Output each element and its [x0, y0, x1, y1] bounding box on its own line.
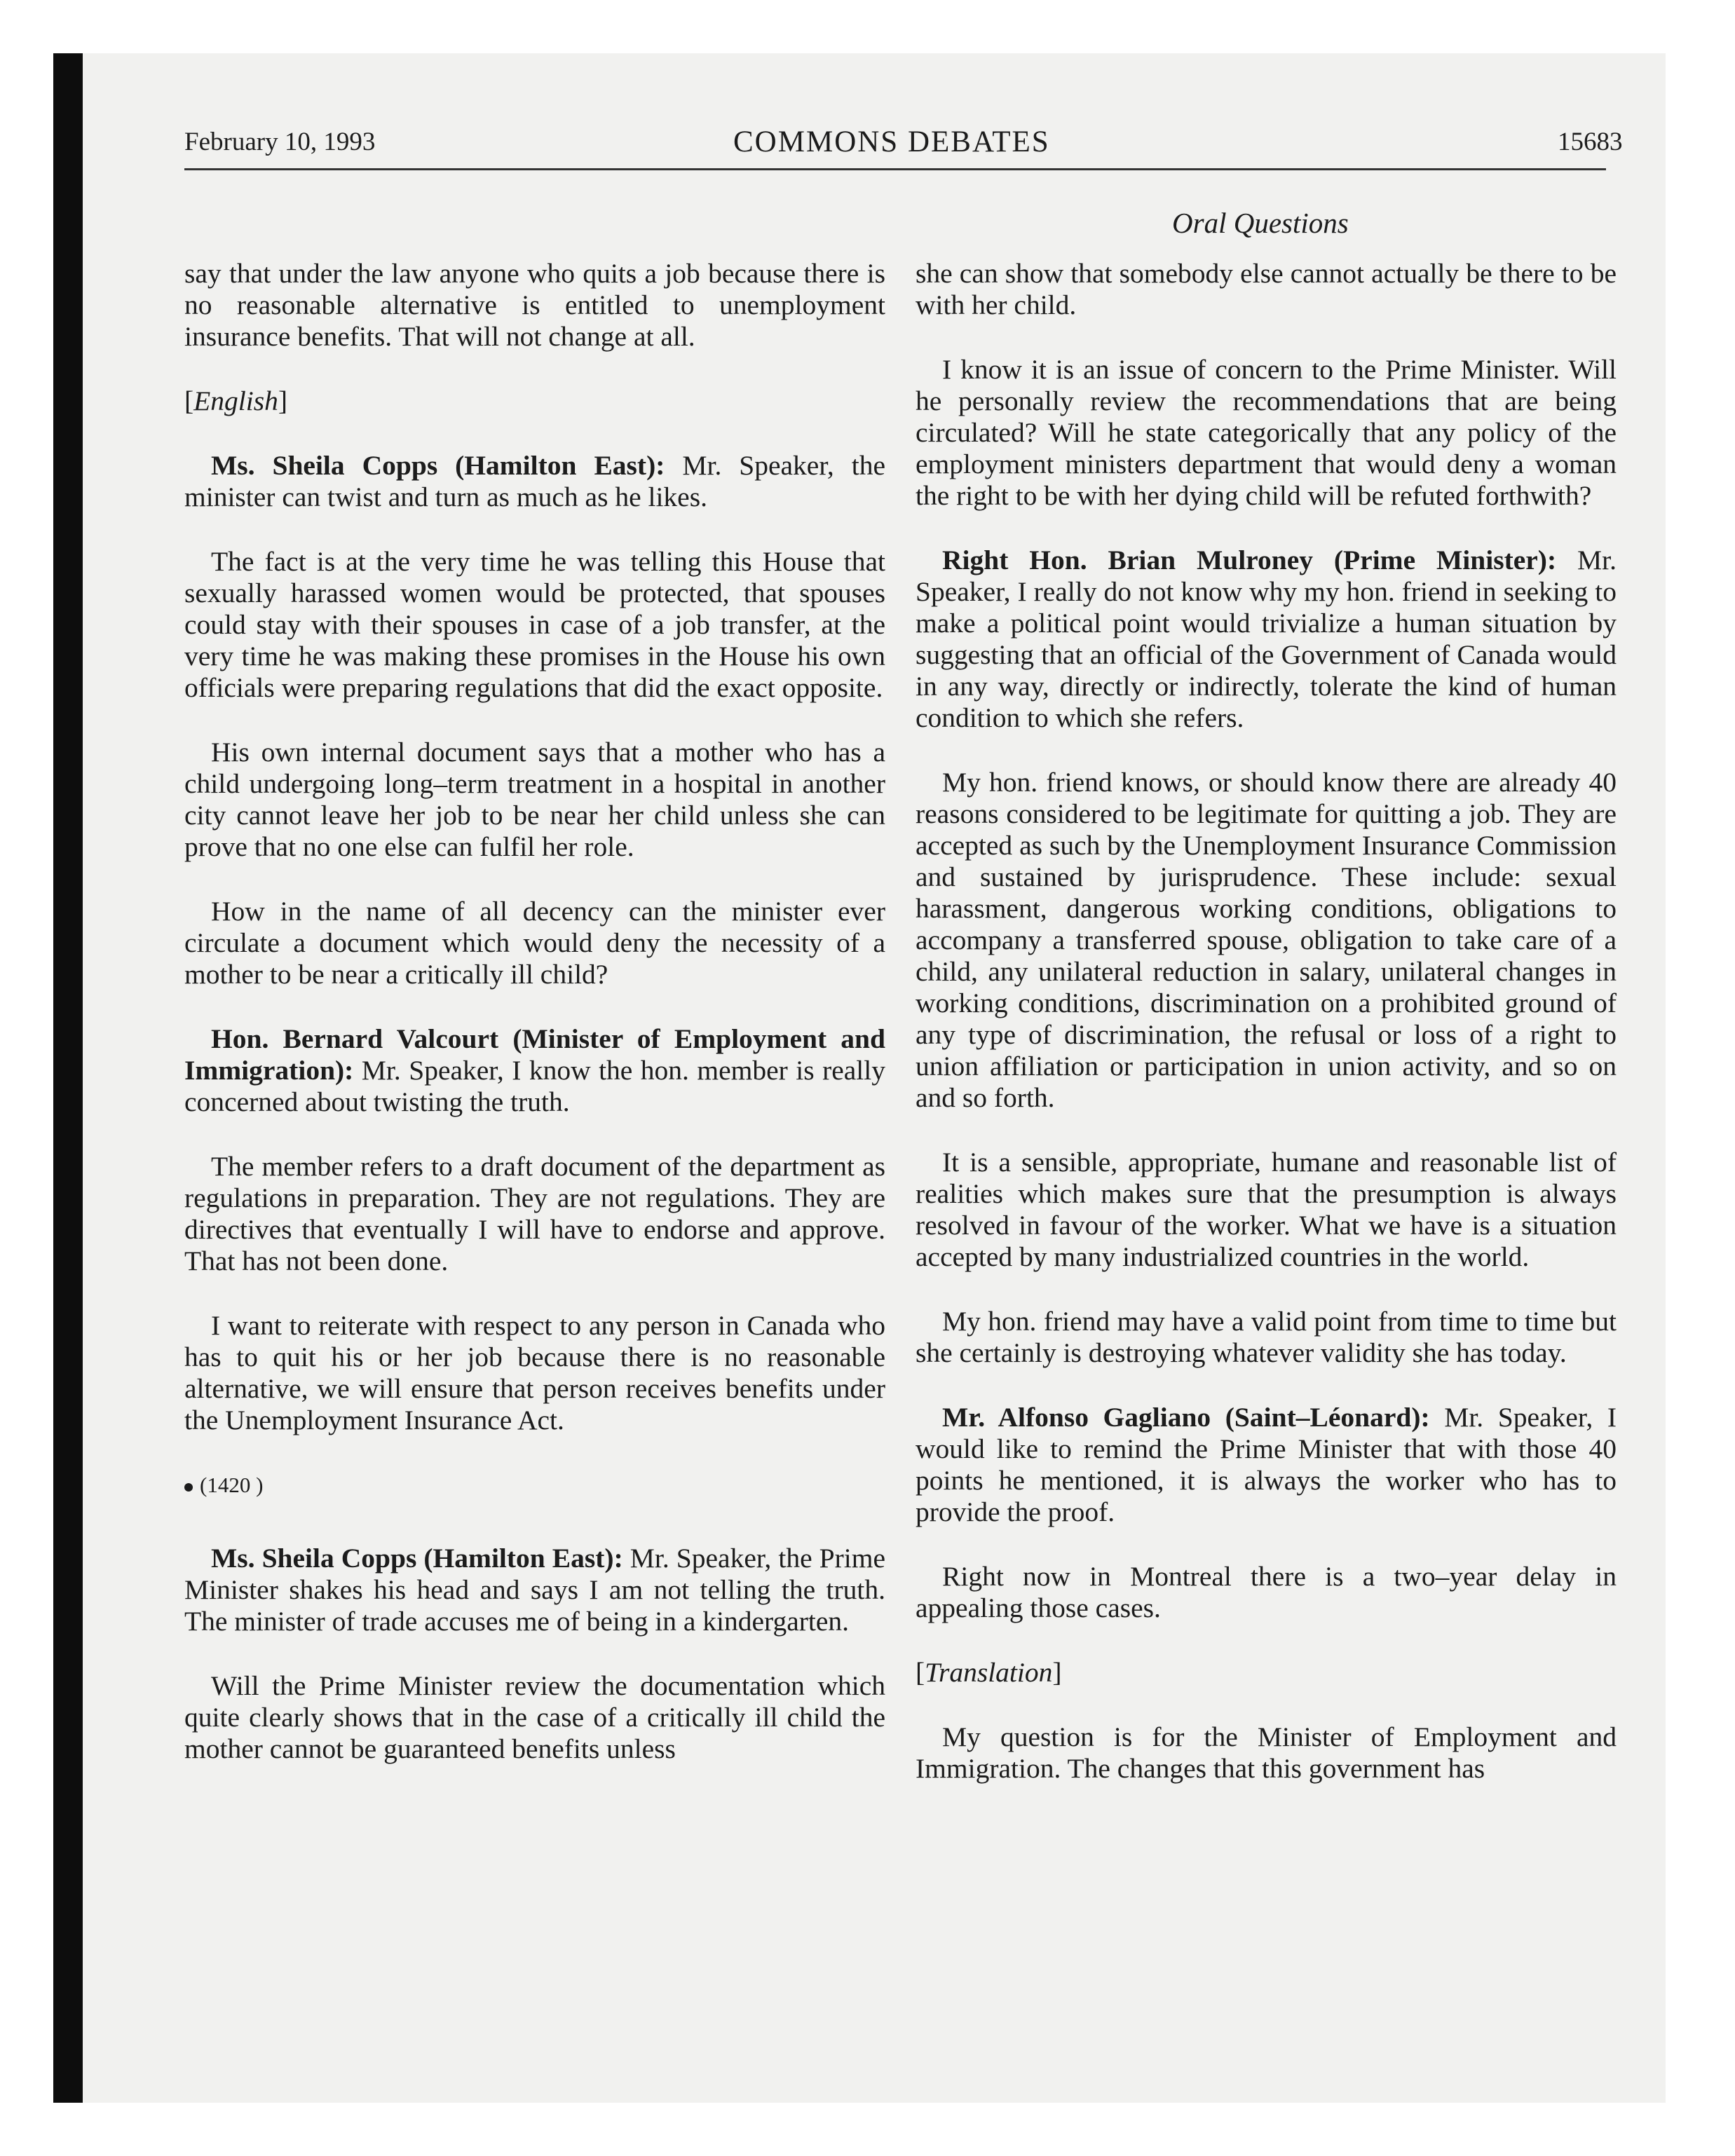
- language-note: [Translation]: [916, 1657, 1062, 1688]
- time-marker: [184, 1469, 885, 1501]
- language-label: English: [193, 386, 278, 416]
- speaker-name: Hon. Bernard Valcourt (Minister of Employment and Immigration):: [184, 1023, 885, 1086]
- speaker-name: Ms. Sheila Copps (Hamilton East):: [211, 450, 665, 481]
- header-date: February 10, 1993: [184, 128, 376, 156]
- paragraph: How in the name of all decency can the minister ever circulate a document which would deny the necessity of a mother to be near a critically ill child?: [184, 896, 885, 990]
- right-column: [916, 258, 1617, 1817]
- language-note: [English]: [184, 386, 288, 416]
- speaker-name: Right Hon. Brian Mulroney (Prime Minister):: [942, 545, 1557, 575]
- scan-border: [53, 53, 83, 2103]
- paragraph: say that under the law anyone who quits a job because there is no reasonable alternative is entitled to unemployment insurance benefits. That will not change at all.: [184, 258, 885, 352]
- speech-text: Mr. Speaker, the minister can twist and turn as much as he likes.: [184, 450, 885, 512]
- speech: [916, 545, 1617, 734]
- speech-text: Mr. Speaker, the Prime Minister shakes his head and says I am not telling the truth. The minister of trade accuses me of being in a kindergarten.: [184, 1543, 885, 1637]
- paragraph: The fact is at the very time he was telling this House that sexually harassed women would be protected, that spouses could stay with their spouses in case of a job transfer, at the very time he was making these promises in the House his own officials were preparing regulations that did the exact opposite.: [184, 546, 885, 703]
- speech: [184, 1543, 885, 1637]
- paragraph: Will the Prime Minister review the documentation which quite clearly shows that in the case of a critically ill child the mother cannot be guaranteed benefits unless: [184, 1670, 885, 1764]
- page-number: 15683: [1558, 128, 1623, 156]
- paragraph: The member refers to a draft document of the department as regulations in preparation. They are not regulations. They are directives that eventually I will have to endorse and approve. That has not been done.: [184, 1151, 885, 1276]
- header-rule: [184, 168, 1606, 170]
- speaker-name: Ms. Sheila Copps (Hamilton East):: [211, 1543, 623, 1574]
- section-label: Oral Questions: [1172, 207, 1349, 239]
- paragraph: It is a sensible, appropriate, humane and reasonable list of realities which makes sure that the presumption is always resolved in favour of the worker. What we have is a situation accepted by many industrialized countries in the world.: [916, 1147, 1617, 1272]
- paragraph: My hon. friend may have a valid point from time to time but she certainly is destroying whatever validity she has today.: [916, 1306, 1617, 1368]
- header-title: COMMONS DEBATES: [733, 125, 1050, 158]
- paragraph: My hon. friend knows, or should know there are already 40 reasons considered to be legitimate for quitting a job. They are accepted as such by the Unemployment Insurance Commission and sustained by jurisprudence. These include: sexual harassment, dangerous working conditions, obligations to accompany a transferred spouse, obligation to take care of a child, any unilateral reduction in salary, unilateral changes in working conditions, discrimination on a prohibited ground of any type of discrimination, the refusal or loss of a right to union affiliation or participation in union activity, and so on and so forth.: [916, 767, 1617, 1113]
- left-column: [184, 258, 885, 1798]
- paragraph: she can show that somebody else cannot actually be there to be with her child.: [916, 258, 1617, 320]
- paragraph: Right now in Montreal there is a two–year delay in appealing those cases.: [916, 1561, 1617, 1623]
- speech-text: Mr. Speaker, I would like to remind the Prime Minister that with those 40 points he mentioned, it is always the worker who has to provide the proof.: [916, 1402, 1617, 1527]
- bullet-icon: [184, 1483, 193, 1492]
- paragraph: His own internal document says that a mother who has a child undergoing long–term treatment in a hospital in another city cannot leave her job to be near her child unless she can prove that no one else can fulfil her role.: [184, 737, 885, 862]
- time-marker-text: (1420 ): [200, 1473, 264, 1497]
- speech-text: Mr. Speaker, I really do not know why my hon. friend in seeking to make a political point would trivialize a human situation by suggesting that an official of the Government of Canada would in any way, directly or indirectly, tolerate the kind of human condition to which she refers.: [916, 545, 1617, 733]
- speaker-name: Mr. Alfonso Gagliano (Saint–Léonard):: [942, 1402, 1430, 1433]
- paragraph: I want to reiterate with respect to any person in Canada who has to quit his or her job because there is no reasonable alternative, we will ensure that person receives benefits under the Unemployment Insurance Act.: [184, 1310, 885, 1435]
- language-label: Translation: [925, 1657, 1053, 1688]
- speech: [184, 1023, 885, 1118]
- paragraph: I know it is an issue of concern to the Prime Minister. Will he personally review the recommendations that are being circulated? Will he state categorically that any policy of the employment ministers department that would deny a woman the right to be with her dying child will be refuted forthwith?: [916, 354, 1617, 511]
- speech-text: Mr. Speaker, I know the hon. member is really concerned about twisting the truth.: [184, 1055, 885, 1117]
- speech: [916, 1402, 1617, 1528]
- paragraph: My question is for the Minister of Employment and Immigration. The changes that this government has: [916, 1721, 1617, 1784]
- speech: [184, 450, 885, 513]
